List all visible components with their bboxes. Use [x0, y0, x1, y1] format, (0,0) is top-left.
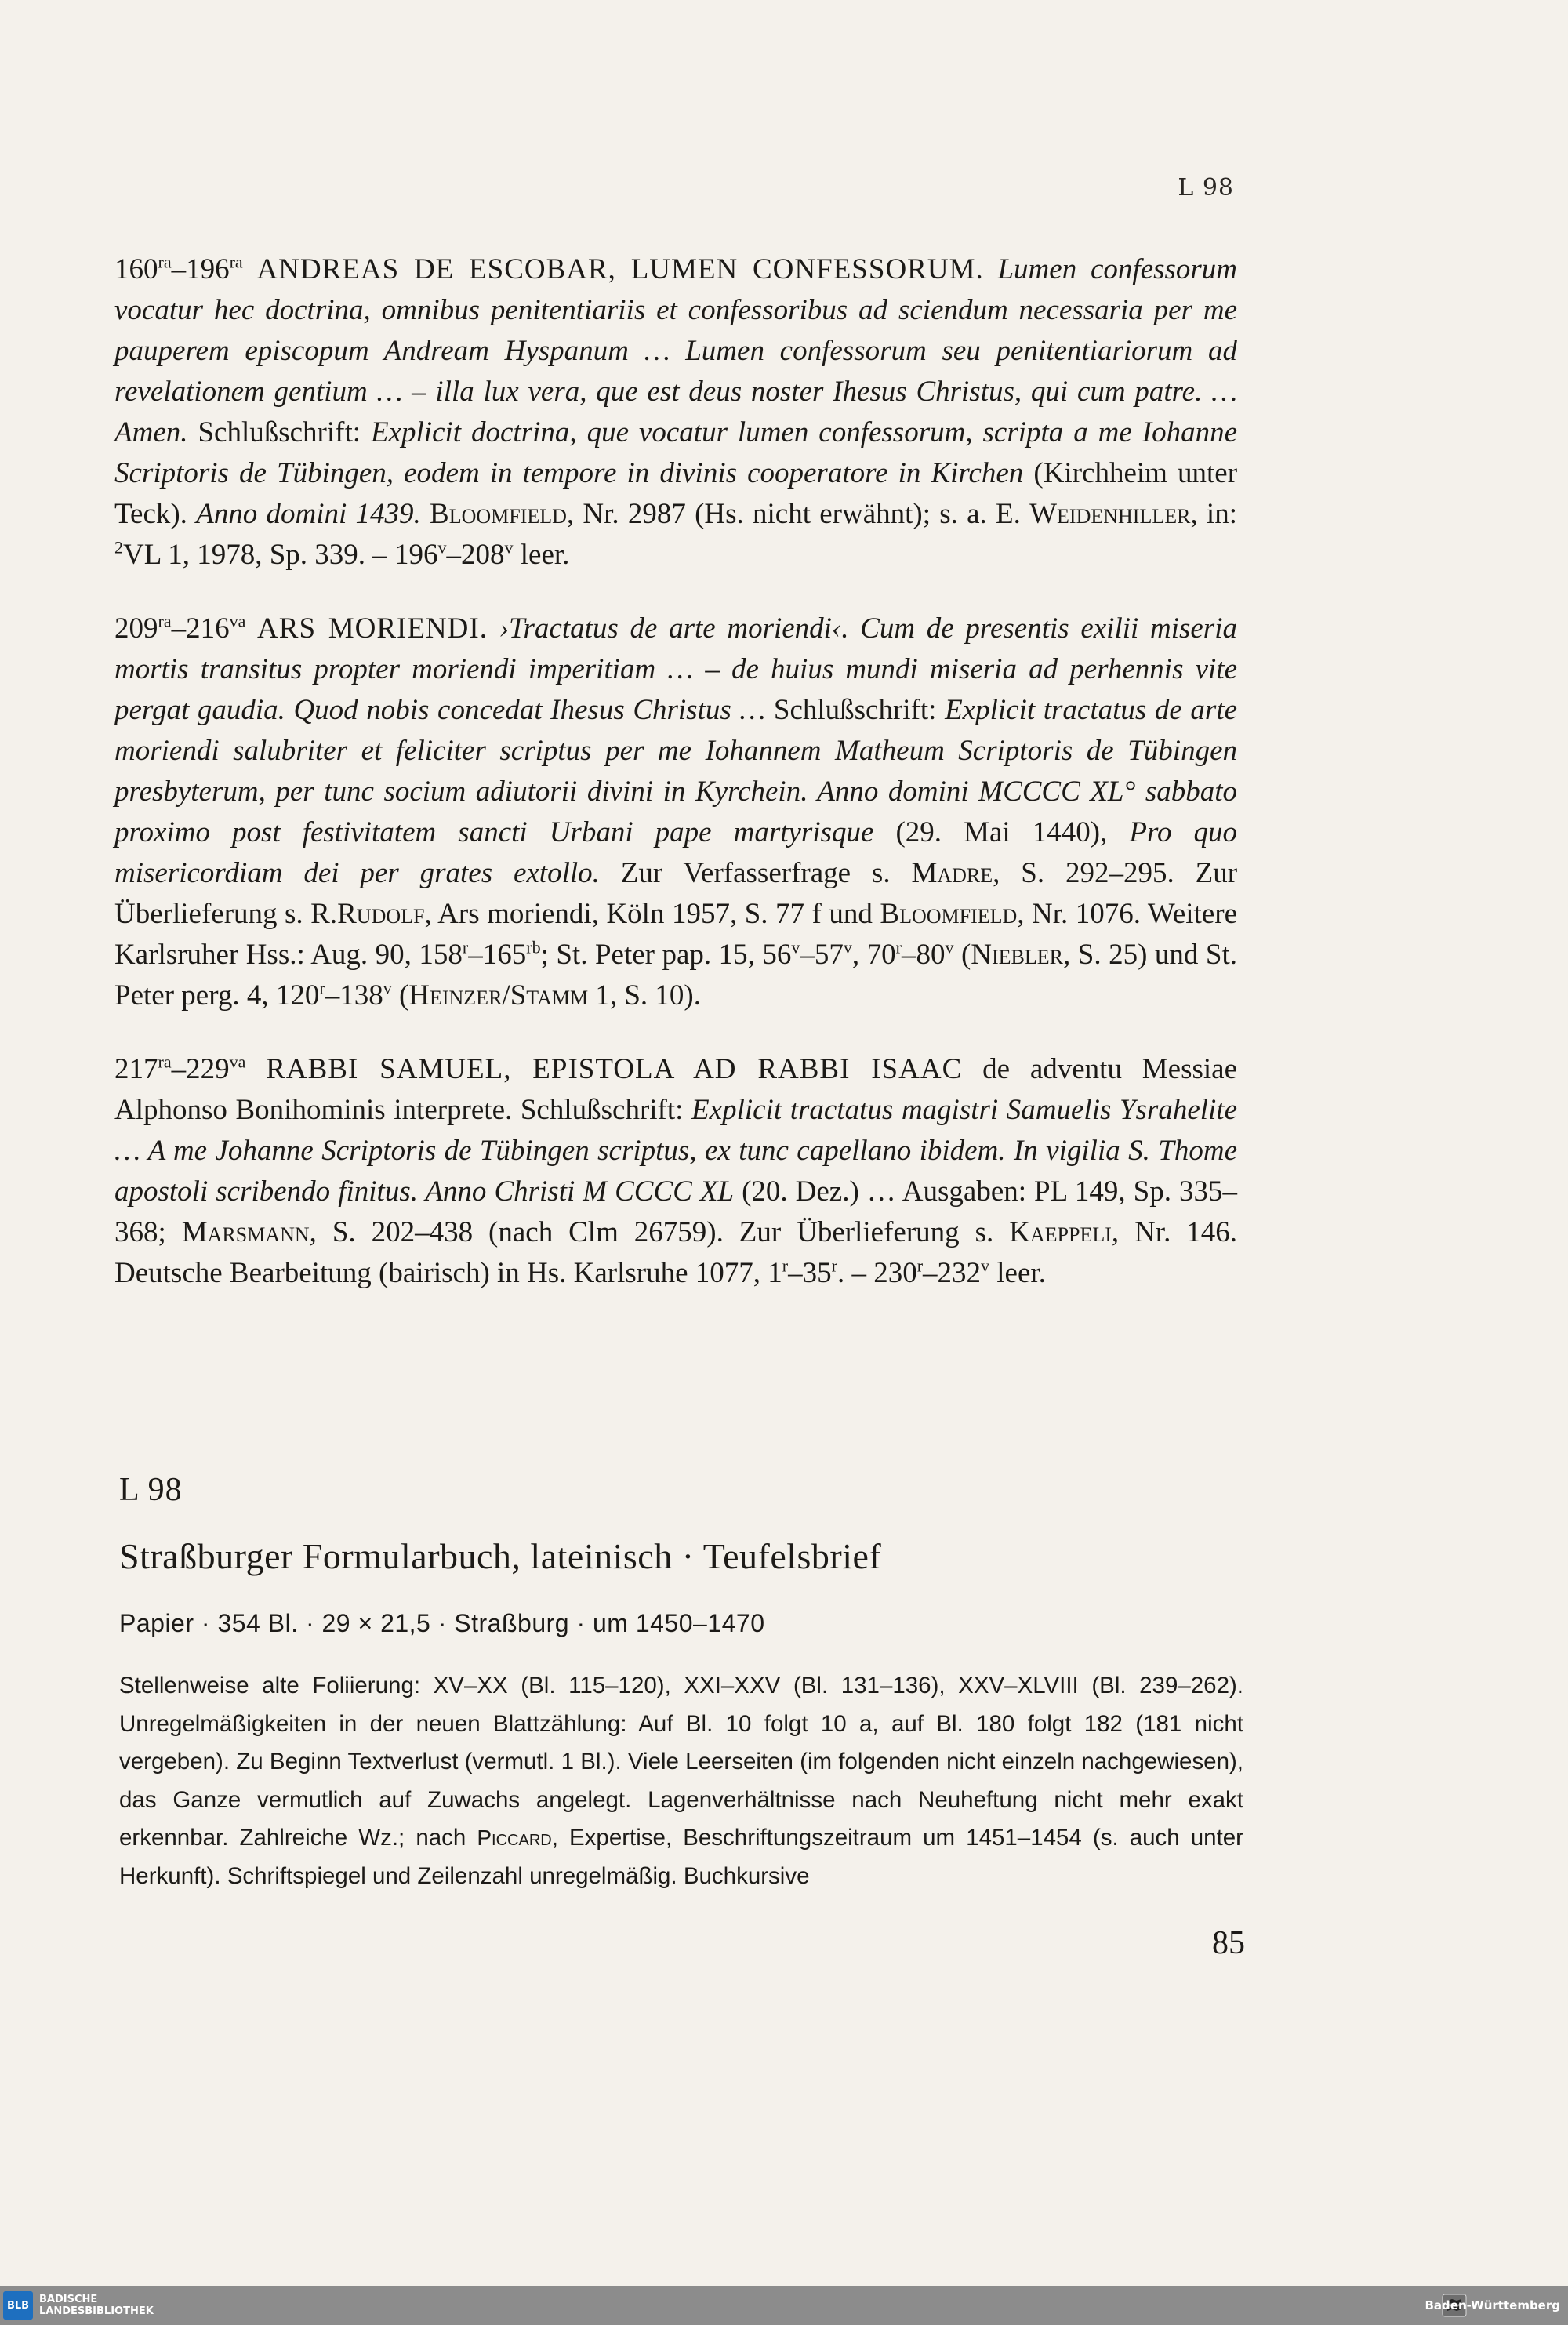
author-ref: Weidenhiller — [1029, 498, 1191, 530]
state-name[interactable]: Baden-Württemberg — [1425, 2298, 1560, 2312]
ref-text: –208 — [446, 539, 505, 571]
ref-text: ; St. Peter pap. 15, 56 — [540, 939, 792, 971]
entry-heading: ANDREAS DE ESCOBAR, LUMEN CONFESSORUM. — [256, 253, 984, 285]
ref-text: –80 — [901, 939, 946, 971]
manuscript-description — [119, 1667, 1243, 1895]
folio-sup: v — [791, 937, 800, 957]
ref-text: Zur Verfasserfrage s. — [620, 857, 891, 889]
author-ref: Bloomfield — [880, 898, 1018, 930]
entries-list — [114, 249, 1237, 1327]
date-note: (29. Mai 1440), — [895, 816, 1108, 848]
author-ref: Bloomfield — [430, 498, 567, 530]
folio-start-sup: ra — [158, 611, 172, 631]
folio-sup: r — [916, 1255, 924, 1276]
date-text: Anno domini 1439. — [196, 498, 421, 530]
edition-sup: 2 — [114, 537, 123, 558]
folio-sup: rb — [526, 937, 541, 957]
ref-text: (20. Dez.) … Ausgaben: PL 149, Sp. 335–368; — [114, 1175, 1237, 1248]
folio-start-sup: ra — [158, 252, 172, 272]
ref-text: ( — [398, 979, 409, 1012]
author-ref: Marsmann — [181, 1216, 310, 1248]
ref-text: , S. 25) und St. Peter perg. 4, 120 — [114, 939, 1238, 1012]
colophon-text: Explicit tractatus magistri Samuelis Ysrahelite … A me Johanne Scriptoris de Tübingen scriptus, ex tunc capellano ibidem. In vigilia S. Thome apostoli scribendo finitus. Anno Christi M CCCC XL — [114, 1094, 1238, 1208]
entry-andreas-de-escobar — [114, 249, 1237, 576]
folio-sup: r — [895, 937, 902, 957]
schlussschrift-label: Schlußschrift: — [520, 1094, 684, 1126]
folio-sup: v — [981, 1255, 990, 1276]
entry-rabbi-samuel — [114, 1049, 1237, 1294]
folio-start: 160 — [114, 253, 158, 285]
colophon-end: Pro quo misericordiam dei per grates extollo. — [114, 816, 1238, 889]
ref-text: –57 — [800, 939, 844, 971]
ref-text: , Nr. 1076. Weitere Karlsruher Hss.: Aug. 90, 158 — [114, 898, 1237, 971]
ref-text: leer. — [996, 1257, 1046, 1289]
incipit-text: Lumen confessorum vocatur hec doctrina, omnibus penitentiariis et confessoribus ad sciendum necessaria per me pauperem episcopum Andream Hyspanum … Lumen confessorum seu penitentiariorum ad revelationem gentium … – illa lux vera, que est deus noster Ihesus Christus, qui cum patre. … Amen. — [114, 253, 1238, 449]
incipit-text: ›Tractatus de arte moriendi‹. Cum de presentis exilii miseria mortis transitus propter moriendi imperitiam … – de huius mundi miseria ad perhennis vite pergat gaudia. Quod nobis concedat Ihesus Christus … — [114, 612, 1237, 726]
ref-text: . – 230 — [837, 1257, 917, 1289]
ref-text: ( — [960, 939, 971, 971]
folio-dash: – — [171, 253, 187, 285]
ref-text: , S. 202–438 (nach Clm 26759). Zur Überlieferung s. — [309, 1216, 994, 1248]
folio-end: 216 — [186, 612, 230, 645]
folio-sup: v — [504, 537, 514, 558]
library-name-line2: LANDESBIBLIOTHEK — [39, 2305, 154, 2317]
author-ref: Niebler — [971, 939, 1064, 971]
folio-end: 229 — [186, 1053, 230, 1085]
ref-text: , Nr. 146. Deutsche Bearbeitung (bairisch) in Hs. Karlsruhe 1077, 1 — [114, 1216, 1238, 1289]
folio-end-sup: va — [229, 611, 246, 631]
running-head: L 98 — [1178, 174, 1234, 202]
library-name-line1: BADISCHE — [39, 2294, 98, 2305]
folio-sup: v — [383, 978, 392, 998]
folio-sup: r — [831, 1255, 837, 1276]
folio-start: 209 — [114, 612, 158, 645]
folio-sup: r — [319, 978, 325, 998]
author-ref: Madre — [911, 857, 993, 889]
folio-start: 217 — [114, 1053, 158, 1085]
entry-heading: ARS MORIENDI. — [257, 612, 488, 645]
ref-text: 1, S. 10). — [595, 979, 701, 1012]
description-text: Stellenweise alte Foliierung: XV–XX (Bl. 115–120), XXI–XXV (Bl. 131–136), XXV–XLVIII (Bl. 239–262). Unregelmäßigkeiten in der neuen Blattzählung: Auf Bl. 10 folgt 10 a, auf Bl. 180 folgt 182 (181 nicht vergeben). Zu Beginn Textverlust (vermutl. 1 Bl.). Viele Leerseiten (im folgenden nicht einzeln nachgewiesen), das Ganze vermutlich auf Zuwachs angelegt. Lagenverhältnisse nach Neuheftung nicht mehr exakt erkennbar. Zahlreiche Wz.; nach — [119, 1673, 1243, 1851]
ref-text: –138 — [325, 979, 383, 1012]
folio-end-sup: ra — [229, 252, 243, 272]
manuscript-signature: L 98 — [119, 1472, 183, 1508]
page-number: 85 — [1212, 1925, 1245, 1961]
blb-logo-icon[interactable]: BLB — [3, 2291, 33, 2320]
ref-text: –35 — [788, 1257, 832, 1289]
ref-text: , Nr. 2987 (Hs. nicht erwähnt); s. a. E. — [566, 498, 1021, 530]
author-ref: Rudolf — [337, 898, 425, 930]
folio-end: 196 — [186, 253, 230, 285]
folio-end-sup: va — [229, 1052, 246, 1072]
ref-text: , Ars moriendi, Köln 1957, S. 77 f und — [424, 898, 873, 930]
author-ref: Heinzer/Stamm — [408, 979, 589, 1012]
schlussschrift-label: Schlußschrift: — [198, 416, 361, 449]
folio-sup: r — [782, 1255, 789, 1276]
ref-text: –232 — [923, 1257, 982, 1289]
folio-dash: – — [171, 1053, 187, 1085]
entry-heading: RABBI SAMUEL, EPISTOLA AD RABBI ISAAC — [266, 1053, 963, 1085]
folio-sup: v — [945, 937, 954, 957]
entry-subtitle: de adventu Messiae Alphonso Bonihominis interprete. — [114, 1053, 1238, 1126]
folio-dash: – — [171, 612, 187, 645]
manuscript-meta: Papier · 354 Bl. · 29 × 21,5 · Straßburg · um 1450–1470 — [119, 1609, 765, 1637]
folio-sup: r — [462, 937, 469, 957]
ref-text: , 70 — [851, 939, 896, 971]
ref-text: , S. 292–295. Zur Überlieferung s. R. — [114, 857, 1238, 930]
ref-text: , in: — [1190, 498, 1237, 530]
colophon-text: Explicit tractatus de arte moriendi salubriter et feliciter scriptus per me Iohannem Matheum Scriptoris de Tübingen presbyterum, per tunc socium adiutorii divini in Kyrchein. Anno domini MCCCC XL° sabbato proximo post festivitatem sancti Urbani pape martyrisque — [114, 694, 1238, 848]
library-name[interactable] — [39, 2294, 154, 2317]
ref-text: VL 1, 1978, Sp. 339. – 196 — [123, 539, 438, 571]
place-note: (Kirchheim unter Teck). — [114, 457, 1238, 530]
author-ref: Kaeppeli — [1009, 1216, 1112, 1248]
author-ref: Piccard — [477, 1825, 552, 1850]
folio-sup: v — [843, 937, 852, 957]
ref-text: leer. — [520, 539, 570, 571]
schlussschrift-label: Schlußschrift: — [773, 694, 937, 726]
folio-sup: v — [437, 537, 447, 558]
colophon-text: Explicit doctrina, que vocatur lumen confessorum, scripta a me Iohanne Scriptoris de Tübingen, eodem in tempore in divinis cooperatore in Kirchen — [114, 416, 1238, 489]
ref-text: –165 — [468, 939, 527, 971]
manuscript-title: Straßburger Formularbuch, lateinisch · Teufelsbrief — [119, 1536, 882, 1576]
footer-bar — [0, 2286, 1568, 2325]
folio-start-sup: ra — [158, 1052, 172, 1072]
entry-ars-moriendi — [114, 608, 1237, 1016]
description-text: , Expertise, Beschriftungszeitraum um 1451–1454 (s. auch unter Herkunft). Schriftspiegel und Zeilenzahl unregelmäßig. Buchkursive — [119, 1825, 1244, 1889]
